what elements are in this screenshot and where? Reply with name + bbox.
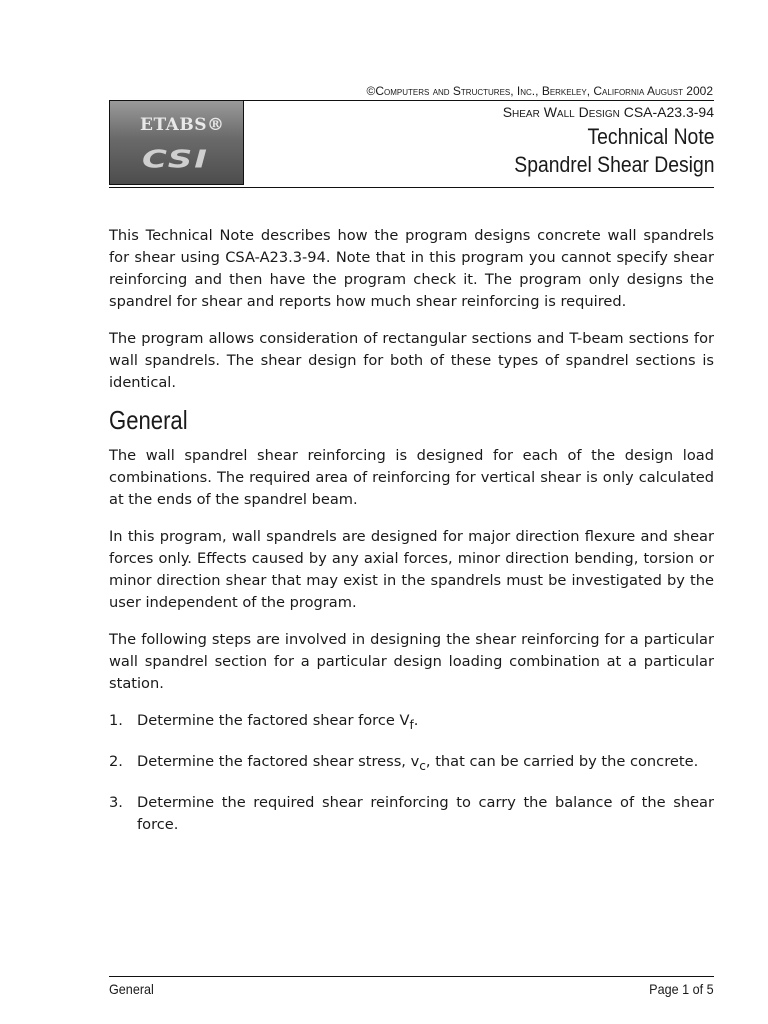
list-item	[109, 710, 714, 736]
page-title: Technical Note	[587, 124, 714, 149]
design-code: Shear Wall Design CSA-A23.3-94	[502, 104, 714, 120]
step-subscript: f	[409, 717, 414, 732]
section-heading-general: General	[109, 405, 188, 435]
footer-section-name: General	[109, 981, 154, 997]
step-text: Determine the required shear reinforcing to carry the balance of the shear force.	[137, 793, 714, 833]
logo-csi-text: CSI	[142, 145, 209, 174]
design-steps-list	[109, 710, 714, 836]
step-number: 3.	[109, 793, 123, 811]
intro-paragraph-1: This Technical Note describes how the program designs concrete wall spandrels for shear using CSA-A23.3-94. Note that in this program you cannot specify shear reinforcing and then have the program check it. The program only designs the spandrel for shear and reports how much shear reinforcing is required.	[109, 227, 714, 310]
copyright-line: ©Computers and Structures, Inc., Berkeley, California August 2002	[366, 84, 713, 98]
logo-etabs-text: ETABS®	[140, 115, 225, 135]
list-item	[109, 792, 714, 836]
page-subtitle: Spandrel Shear Design	[513, 152, 714, 177]
etabs-csi-logo	[109, 101, 244, 185]
intro-paragraph-2: The program allows consideration of rectangular sections and T-beam sections for wall spandrels. The shear design for both of these types of spandrel sections is identical.	[109, 330, 714, 391]
header-titles	[487, 101, 714, 178]
step-number: 1.	[109, 712, 123, 729]
footer-page-number: Page 1 of 5	[649, 981, 714, 997]
page-footer	[109, 976, 714, 997]
step-text: Determine the factored shear stress, v	[137, 752, 420, 770]
general-paragraph-1: The wall spandrel shear reinforcing is designed for each of the design load combinations. The required area of reinforcing for vertical shear is only calculated at the ends of the spandrel beam.	[109, 447, 714, 508]
step-number: 2.	[109, 752, 123, 770]
step-text-tail: , that can be carried by the concrete.	[425, 752, 699, 770]
step-text-tail: .	[413, 712, 419, 729]
list-item	[109, 751, 714, 777]
document-header	[109, 100, 714, 188]
document-body	[109, 225, 714, 851]
general-paragraph-2: In this program, wall spandrels are designed for major direction flexure and shear forces only. Effects caused by any axial forces, minor direction bending, torsion or minor direction shear that may exist in the spandrels must be investigated by the user independent of the program.	[109, 528, 714, 611]
general-paragraph-3: The following steps are involved in designing the shear reinforcing for a particular wall spandrel section for a particular design loading combination at a particular station.	[109, 631, 714, 692]
step-subscript: c	[419, 758, 426, 773]
step-text: Determine the factored shear force V	[137, 712, 410, 729]
